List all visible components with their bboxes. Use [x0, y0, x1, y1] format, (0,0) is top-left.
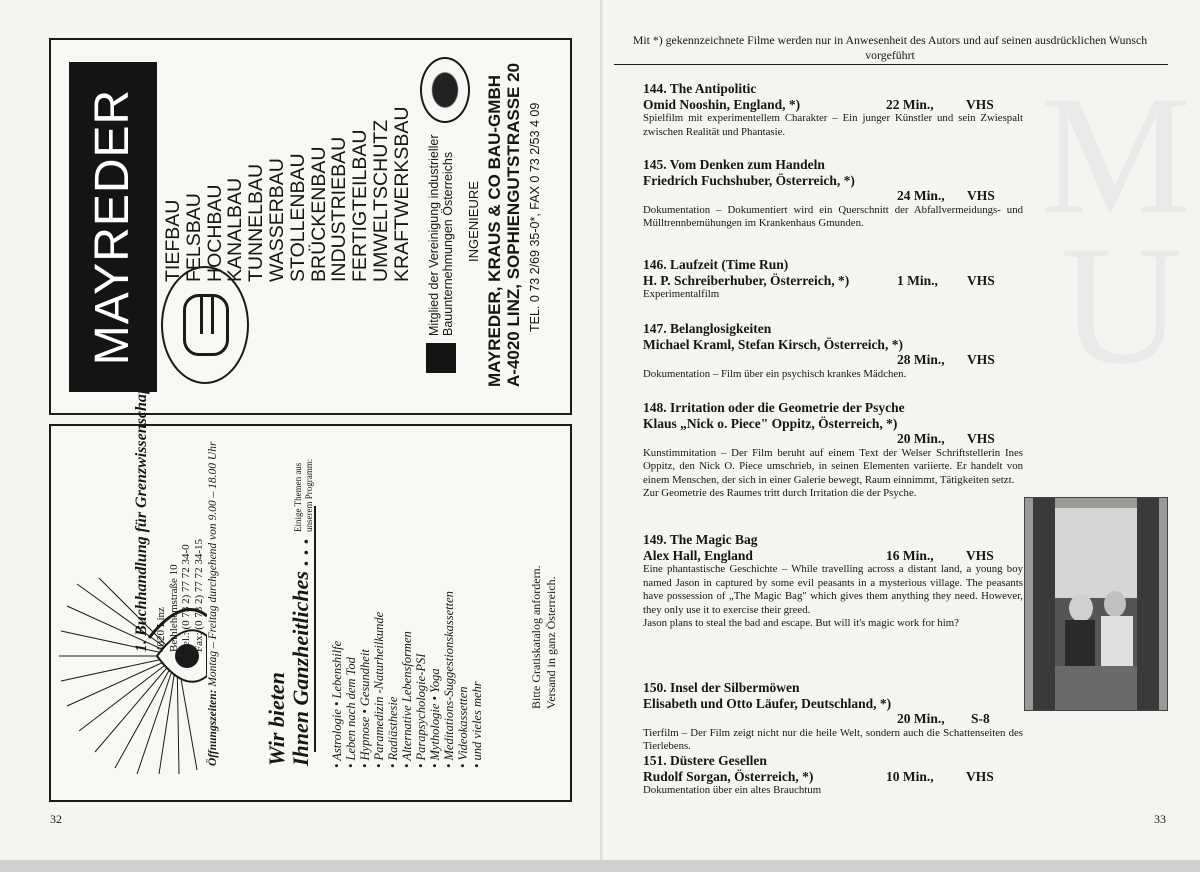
mayreder-services [163, 106, 413, 282]
service-item: FERTIGTEILBAU [349, 129, 372, 282]
association-seal-icon [420, 57, 470, 123]
screening-notice: Mit *) gekennzeichnete Filme werden nur in Anwesenheit des Autors und auf seinen ausdrücklichen Wunsch vorgeführt [632, 33, 1148, 62]
topic-item: • Parapsychologie-PSI [414, 653, 428, 768]
topic-item: • Radiästhesie [386, 696, 400, 768]
film-description: Spielfilm mit experimentellem Charakter – Ein junger Künstler und sein Zwiespalt zwischen Realität und Phantasie. [643, 112, 1023, 138]
film-meta [643, 431, 1023, 447]
company-phone: TEL. 0 73 2/69 35-0*, FAX 0 73 2/53 4 09 [528, 102, 542, 332]
opening-hours: Öffnungszeiten: Montag – Freitag durchgehend von 9.00 – 18.00 Uhr [207, 441, 219, 766]
film-author: Michael Kraml, Stefan Kirsch, Österreich, *) [643, 336, 903, 352]
film-title: 146. Laufzeit (Time Run) [643, 257, 789, 272]
film-title: 145. Vom Denken zum Handeln [643, 157, 825, 172]
film-entry [643, 321, 1023, 381]
service-item: TUNNELBAU [245, 163, 268, 282]
film-format: S-8 [971, 711, 990, 726]
topic-item: • Mythologie • Yoga [428, 668, 442, 768]
topic-item: • Alternative Lebensformen [400, 631, 414, 768]
film-meta [643, 188, 1023, 204]
film-author: Alex Hall, England 16 Min., VHS [643, 547, 994, 563]
film-format: VHS [967, 272, 995, 288]
film-description: Dokumentation – Film über ein psychisch krankes Mädchen. [643, 367, 907, 380]
bookshop-address: 4020 Linz Bethlehemstraße 10 Tel.: (0 73 2) 77 72 34-0 Fax: (0 73 2) 77 72 34-15 [155, 538, 205, 652]
film-author: Rudolf Sorgan, Österreich, *) 10 Min., VHS [643, 768, 994, 784]
film-duration: 16 Min., [886, 547, 934, 563]
membership-note: Mitglied der Vereinigung industrieller Bauunternehmungen Österreichs [427, 134, 455, 336]
mayreder-brand: MAYREDER [86, 88, 139, 366]
film-description: Eine phantastische Geschichte – While travelling across a distant land, a young boy named Jason in captured by some evil peasants in a mysterious village. The peasants have possession of „The Magic Bag" which gives them anything they need. However, they only use it to exercise their greed. Jason plans to steal the bad and escape. But will it's magic work for him? [643, 563, 1023, 629]
film-duration: 22 Min., [886, 96, 934, 112]
topic-item: • Meditations-Suggestionskassetten [442, 591, 456, 768]
film-duration: 10 Min., [886, 768, 934, 784]
film-title: 151. Düstere Gesellen [643, 753, 767, 768]
film-author: Friedrich Fuchshuber, Österreich, *) [643, 172, 855, 188]
service-item: KRAFTWERKSBAU [390, 106, 413, 282]
film-description: Dokumentation über ein altes Brauchtum [643, 784, 822, 796]
topic-item: • Videokassetten [456, 686, 470, 768]
header-rule [614, 64, 1168, 65]
film-title: 149. The Magic Bag [643, 532, 758, 547]
topic-item: • Leben nach dem Tod [344, 657, 358, 768]
film-title: 144. The Antipolitic [643, 81, 757, 96]
film-description: Kunstimmitation – Der Film beruht auf einem Text der Welser Schriftstellerin Ines Oppitz, den Nick O. Piece umschrieb, in seinen Elementen variierte. Er handelt von einem Menschen, der sich in einer Galerie bewegt, Raum einnimmt, Tätigkeiten setzt. Zur Geometrie des Raumes tritt durch Irritation die der Psyche. [643, 446, 1023, 499]
film-author: Klaus „Nick o. Piece" Oppitz, Österreich, *) [643, 415, 898, 431]
bookshop-name: 1. Buchhandlung für Grenzwissenschaften [133, 368, 150, 652]
film-duration: 24 Min., [897, 188, 945, 203]
film-format: VHS [966, 768, 994, 784]
service-item: INDUSTRIEBAU [328, 136, 351, 282]
topic-item: • Hypnose • Gesundheit [358, 649, 372, 768]
topic-item: • Astrologie • Lebenshilfe [330, 640, 344, 768]
topics-intro: Einige Themen aus unserem Programm: [293, 458, 314, 532]
page-number-right: 33 [1154, 812, 1166, 826]
service-item: UMWELTSCHUTZ [369, 119, 392, 282]
headline-underline [314, 506, 316, 752]
service-item: TIEFBAU [162, 199, 184, 282]
catalog-note: Bitte Gratiskatalog anfordern. Versand in ganz Österreich. [529, 565, 558, 709]
film-meta [643, 273, 1023, 289]
page-number-left: 32 [50, 812, 62, 826]
service-item: STOLLENBAU [286, 153, 309, 282]
film-format: VHS [967, 352, 995, 367]
film-format: VHS [967, 188, 995, 203]
film-description: Tierfilm – Der Film zeigt nicht nur die heile Welt, sondern auch die Schattenseiten des Tierlebens. [643, 726, 1023, 752]
film-entry [643, 680, 1023, 754]
service-item: KANALBAU [224, 177, 247, 282]
mayreder-brand-band [69, 62, 157, 392]
film-meta [643, 352, 1023, 368]
film-entry [643, 532, 1023, 631]
film-entry [643, 753, 1023, 798]
film-duration: 1 Min., [897, 272, 938, 288]
film-entry [643, 81, 1023, 139]
background-watermark: U [1060, 211, 1183, 399]
film-duration: 20 Min., [897, 711, 945, 726]
left-page [0, 0, 605, 860]
film-duration: 20 Min., [897, 431, 945, 446]
film-duration: 28 Min., [897, 352, 945, 367]
film-description: Dokumentation – Dokumentiert wird ein Querschnitt der Abfallvermeidungs- und Mülltrennbemühungen im Krankenhaus Gmunden. [643, 203, 1023, 229]
film-title: 148. Irritation oder die Geometrie der Psyche [643, 400, 905, 415]
service-item: FELSBAU [182, 193, 205, 282]
film-author: H. P. Schreiberhuber, Österreich, *) [643, 272, 850, 288]
film-entry [643, 257, 1023, 302]
engineers-label: INGENIEURE [466, 181, 481, 262]
film-format: VHS [966, 547, 994, 563]
film-still-photo [1024, 497, 1168, 711]
mayreder-m-logo-icon [161, 266, 249, 384]
association-logo-icon [426, 343, 456, 373]
film-format: VHS [966, 96, 994, 112]
film-description: Experimentalfilm [643, 288, 720, 300]
mayreder-ad [49, 38, 572, 415]
service-item: HOCHBAU [203, 184, 226, 282]
company-address: MAYREDER, KRAUS & CO BAU-GMBH A-4020 LINZ, SOPHIENGUTSTRASSE 20 [485, 62, 523, 387]
film-author: Elisabeth und Otto Läufer, Deutschland, *) [643, 695, 892, 711]
service-item: BRÜCKENBAU [307, 146, 330, 282]
film-meta [643, 711, 1023, 727]
film-author: Omid Nooshin, England, *) 22 Min., VHS [643, 96, 994, 112]
film-title: 147. Belanglosigkeiten [643, 321, 772, 336]
film-entry [643, 157, 1023, 231]
service-item: WASSERBAU [265, 158, 288, 282]
film-entry [643, 400, 1023, 501]
topic-item: • Paramedizin -Naturheilkunde [372, 611, 386, 768]
bookshop-headline: Wir bieten Ihnen Ganzheitliches . . . [264, 538, 313, 766]
film-title: 150. Insel der Silbermöwen [643, 680, 800, 695]
topics-list [330, 591, 484, 768]
topic-item: • und vieles mehr [470, 681, 484, 768]
background-watermark: M [1040, 61, 1192, 249]
film-format: VHS [967, 431, 995, 446]
bookshop-ad [49, 368, 572, 802]
